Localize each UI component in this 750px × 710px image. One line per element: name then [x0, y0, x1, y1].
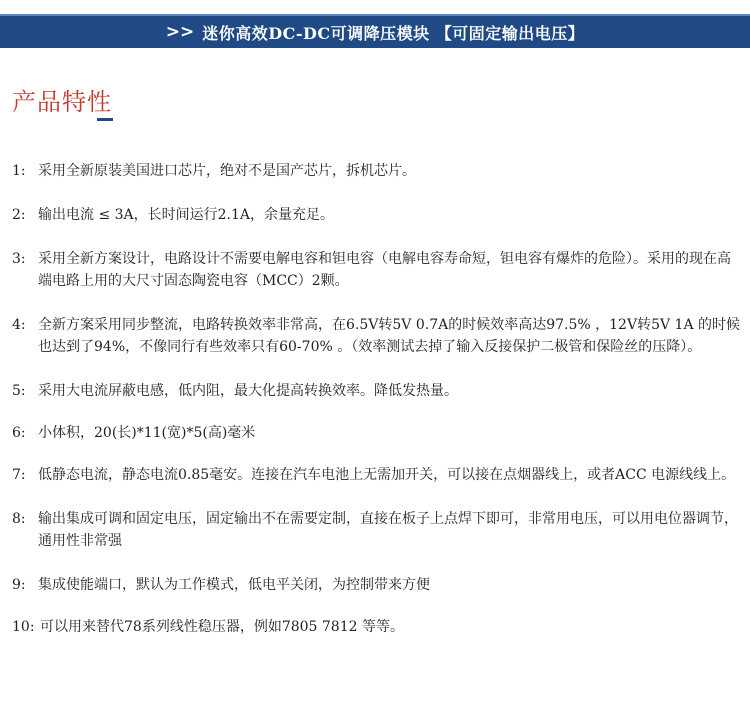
- feature-text: 全新方案采用同步整流，电路转换效率非常高，在6.5V转5V 0.7A的时候效率高达97.5% ，12V转5V 1A 的时候也达到了94%，不像同行有些效率只有60-70% 。（效率测试去掉了输入反接保护二极管和保险丝的压降）。: [38, 317, 741, 355]
- feature-item: [12, 574, 740, 596]
- feature-item: [12, 380, 740, 402]
- feature-text: 可以用来替代78系列线性稳压器，例如7805 7812 等等。: [40, 619, 404, 635]
- feature-text: 输出集成可调和固定电压，固定输出不在需要定制，直接在板子上点焊下即可，非常用电压，可以用电位器调节，通用性非常强: [38, 511, 738, 549]
- feature-item: [12, 204, 740, 226]
- feature-item: [12, 422, 740, 444]
- feature-number: 6:: [12, 425, 26, 441]
- section-title: 产品特性: [12, 88, 112, 116]
- feature-item: [12, 248, 740, 292]
- feature-number: 9:: [12, 577, 26, 593]
- feature-number: 7:: [12, 467, 26, 483]
- feature-number: 2:: [12, 207, 26, 223]
- feature-text: 采用全新方案设计，电路设计不需要电解电容和钽电容（电解电容寿命短，钽电容有爆炸的危险）。采用的现在高端电路上用的大尺寸固态陶瓷电容（MCC）2颗。: [38, 251, 731, 289]
- feature-text: 集成使能端口，默认为工作模式，低电平关闭，为控制带来方便: [38, 577, 430, 593]
- feature-list: [12, 160, 740, 638]
- title-underline: [97, 118, 113, 121]
- banner-title: 迷你高效DC-DC可调降压模块 【可固定输出电压】: [202, 23, 585, 43]
- feature-item: [12, 160, 740, 182]
- feature-item: [12, 616, 740, 638]
- feature-item: [12, 508, 740, 552]
- feature-text: 小体积，20(长)*11(宽)*5(高)毫米: [38, 425, 256, 441]
- feature-number: 3:: [12, 251, 26, 267]
- feature-number: 10:: [12, 619, 35, 635]
- feature-text: 低静态电流，静态电流0.85毫安。连接在汽车电池上无需加开关，可以接在点烟器线上，或者ACC 电源线线上。: [38, 467, 736, 483]
- feature-number: 8:: [12, 511, 26, 527]
- chevron-right-icon: >>: [165, 22, 195, 42]
- feature-item: [12, 314, 740, 358]
- feature-text: 采用大电流屏蔽电感，低内阻，最大化提高转换效率。降低发热量。: [38, 383, 458, 399]
- feature-number: 4:: [12, 317, 26, 333]
- feature-text: 采用全新原装美国进口芯片，绝对不是国产芯片，拆机芯片。: [38, 163, 416, 179]
- feature-text: 输出电流 ≤ 3A，长时间运行2.1A，余量充足。: [38, 207, 335, 223]
- header-banner: [0, 14, 750, 48]
- feature-number: 5:: [12, 383, 26, 399]
- feature-item: [12, 464, 740, 486]
- feature-number: 1:: [12, 163, 26, 179]
